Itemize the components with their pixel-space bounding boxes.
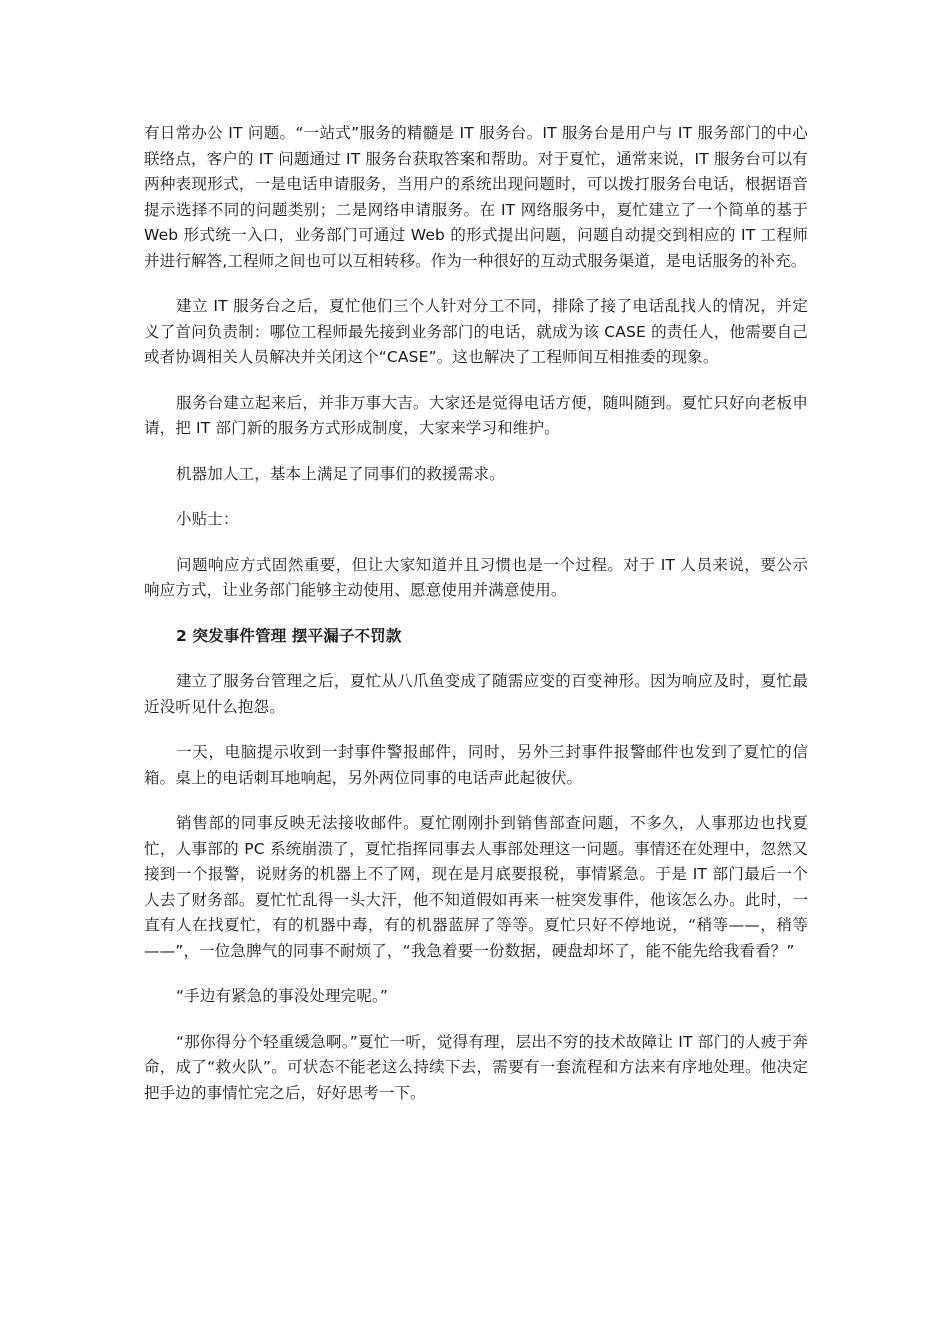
paragraph: 销售部的同事反映无法接收邮件。夏忙刚刚扑到销售部查问题，不多久，人事那边也找夏忙，人事部的 PC 系统崩溃了，夏忙指挥同事去人事部处理这一问题。事情还在处理中，忽然又接到一个报警，说财务的机器上不了网，现在是月底要报税，事情紧急。于是 IT 部门最后一个人去了财务部。夏忙忙乱得一头大汗，他不知道假如再来一桩突发事件，他该怎么办。此时，一直有人在找夏忙，有的机器中毒，有的机器蓝屏了等等。夏忙只好不停地说，“稍等——，稍等——”，一位急脾气的同事不耐烦了，“我急着要一份数据，硬盘却坏了，能不能先给我看看？” — [144, 814, 808, 960]
paragraph: 建立了服务台管理之后，夏忙从八爪鱼变成了随需应变的百变神形。因为响应及时，夏忙最近没听见什么抱怨。 — [144, 672, 808, 716]
tip-paragraph: 问题响应方式固然重要，但让大家知道并且习惯也是一个过程。对于 IT 人员来说，要公示响应方式，让业务部门能够主动使用、愿意使用并满意使用。 — [144, 555, 808, 599]
paragraph: 服务台建立起来后，并非万事大吉。大家还是觉得电话方便，随叫随到。夏忙只好向老板申请，把 IT 部门新的服务方式形成制度，大家来学习和维护。 — [144, 393, 808, 437]
paragraph: “手边有紧急的事没处理完呢。” — [176, 987, 389, 1005]
document-body — [144, 121, 808, 1126]
tip-label: 小贴士： — [176, 510, 239, 528]
paragraph: “那你得分个轻重缓急啊。”夏忙一听，觉得有理，层出不穷的技术故障让 IT 部门的人疲于奔命，成了“救火队”。可状态不能老这么持续下去，需要有一套流程和方法来有序地处理。他决定把手边的事情忙完之后，好好思考一下。 — [144, 1032, 808, 1102]
paragraph: 机器加人工，基本上满足了同事们的救援需求。 — [176, 464, 505, 483]
paragraph: 一天，电脑提示收到一封事件警报邮件，同时，另外三封事件报警邮件也发到了夏忙的信箱。桌上的电话刺耳地响起，另外两位同事的电话声此起彼伏。 — [144, 743, 808, 787]
paragraph: 建立 IT 服务台之后，夏忙他们三个人针对分工不同，排除了接了电话乱找人的情况，并定义了首问负责制：哪位工程师最先接到业务部门的电话，就成为该 CASE 的责任人，他需要自己或者协调相关人员解决并关闭这个“CASE”。这也解决了工程师间互相推委的现象。 — [144, 297, 808, 366]
paragraph: 有日常办公 IT 问题。“一站式”服务的精髓是 IT 服务台。IT 服务台是用户与 IT 服务部门的中心联络点，客户的 IT 问题通过 IT 服务台获取答案和帮助。对于夏忙，通常来说，IT 服务台可以有两种表现形式，一是电话申请服务，当用户的系统出现问题时，可以拨打服务台电话，根据语音提示选择不同的问题类别；二是网络申请服务。在 IT 网络服务中，夏忙建立了一个简单的基于 Web 形式统一入口，业务部门可通过 Web 的形式提出问题，问题自动提交到相应的 IT 工程师并进行解答,工程师之间也可以互相转移。作为一种很好的互动式服务渠道，是电话服务的补充。 — [144, 124, 808, 270]
section-heading: 2 突发事件管理 摆平漏子不罚款 — [176, 626, 402, 645]
